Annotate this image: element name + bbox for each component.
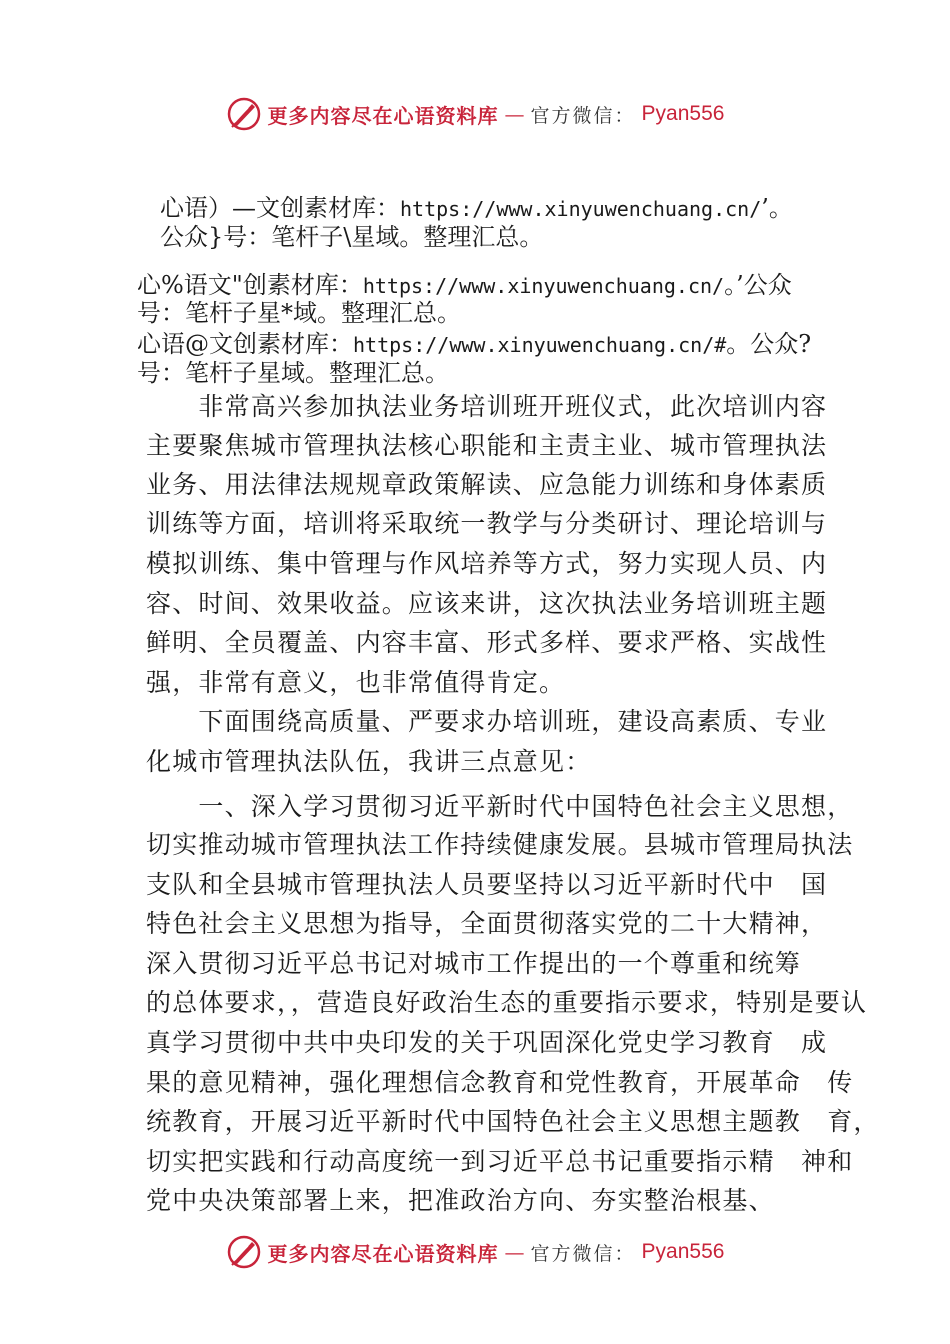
body-line: 非常高兴参加执法业务培训班开班仪式，此次培训内容 xyxy=(146,392,828,421)
banner-wechat-label: 官方微信： xyxy=(530,1242,636,1265)
footer-banner xyxy=(0,1232,950,1272)
body-line: 果的意见精神，强化理想信念教育和党性教育，开展革命 传 xyxy=(146,1068,854,1097)
watermark-url: https://www.xinyuwenchuang.cn/ xyxy=(362,274,725,298)
body-line: 一、深入学习贯彻习近平新时代中国特色社会主义思想， xyxy=(146,792,854,821)
body-line: 业务、用法律法规规章政策解读、应急能力训练和身体素质 xyxy=(146,470,828,499)
body-line: 真学习贯彻中共中央印发的关于巩固深化党史学习教育 成 xyxy=(146,1028,828,1057)
body-line: 支队和全县城市管理执法人员要坚持以习近平新时代中 国 xyxy=(146,870,828,899)
banner-wechat-id: Pyan556 xyxy=(641,102,725,125)
body-line: 下面围绕高质量、严要求办培训班，建设高素质、专业 xyxy=(146,707,828,736)
watermark-url: https://www.xinyuwenchuang.cn/ xyxy=(400,197,762,221)
body-line: 切实把实践和行动高度统一到习近平总书记重要指示精 神和 xyxy=(146,1147,854,1176)
banner-dash: — xyxy=(504,1240,525,1264)
watermark-line: 心语）—文创素材库：https://www.xinyuwenchuang.cn/’。 xyxy=(160,194,793,222)
quill-pen-logo-icon xyxy=(226,1234,262,1270)
body-line: 强，非常有意义，也非常值得肯定。 xyxy=(146,668,566,697)
watermark-line: 心语@文创素材库：https://www.xinyuwenchuang.cn/#。公众? xyxy=(137,330,812,358)
watermark-line: 公众}号：笔杆子\星域。整理汇总。 xyxy=(160,223,544,251)
body-line: 统教育，开展习近平新时代中国特色社会主义思想主题教 育， xyxy=(146,1107,880,1136)
body-line: 容、时间、效果收益。应该来讲，这次执法业务培训班主题 xyxy=(146,589,828,618)
body-line: 深入贯彻习近平总书记对城市工作提出的一个尊重和统筹 xyxy=(146,949,802,978)
body-line: 党中央决策部署上来，把准政治方向、夯实整治根基、 xyxy=(146,1186,775,1215)
watermark-line: 号：笔杆子星域。整理汇总。 xyxy=(137,359,449,387)
body-line: 鲜明、全员覆盖、内容丰富、形式多样、要求严格、实战性 xyxy=(146,628,828,657)
banner-wechat-label: 官方微信： xyxy=(530,104,636,127)
watermark-line: 心%语文"创素材库：https://www.xinyuwenchuang.cn/。’公众 xyxy=(137,271,792,299)
banner-title: 更多内容尽在心语资料库 xyxy=(267,1241,499,1266)
body-line: 特色社会主义思想为指导，全面贯彻落实党的二十大精神， xyxy=(146,909,828,938)
watermark-url: https://www.xinyuwenchuang.cn/# xyxy=(353,333,727,357)
header-banner xyxy=(0,94,950,134)
banner-wechat-id: Pyan556 xyxy=(641,1240,725,1263)
body-line: 的总体要求，，营造良好政治生态的重要指示要求，特别是要认 xyxy=(146,988,868,1017)
body-line: 切实推动城市管理执法工作持续健康发展。县城市管理局执法 xyxy=(146,830,854,859)
quill-pen-logo-icon xyxy=(226,96,262,132)
watermark-line: 号：笔杆子星*域。整理汇总。 xyxy=(137,299,461,327)
banner-title: 更多内容尽在心语资料库 xyxy=(267,103,499,128)
banner-dash: — xyxy=(504,102,525,126)
body-line: 训练等方面，培训将采取统一教学与分类研讨、理论培训与 xyxy=(146,509,828,538)
body-line: 主要聚焦城市管理执法核心职能和主责主业、城市管理执法 xyxy=(146,431,828,460)
body-line: 化城市管理执法队伍，我讲三点意见： xyxy=(146,747,592,776)
body-line: 模拟训练、集中管理与作风培养等方式，努力实现人员、内 xyxy=(146,549,828,578)
